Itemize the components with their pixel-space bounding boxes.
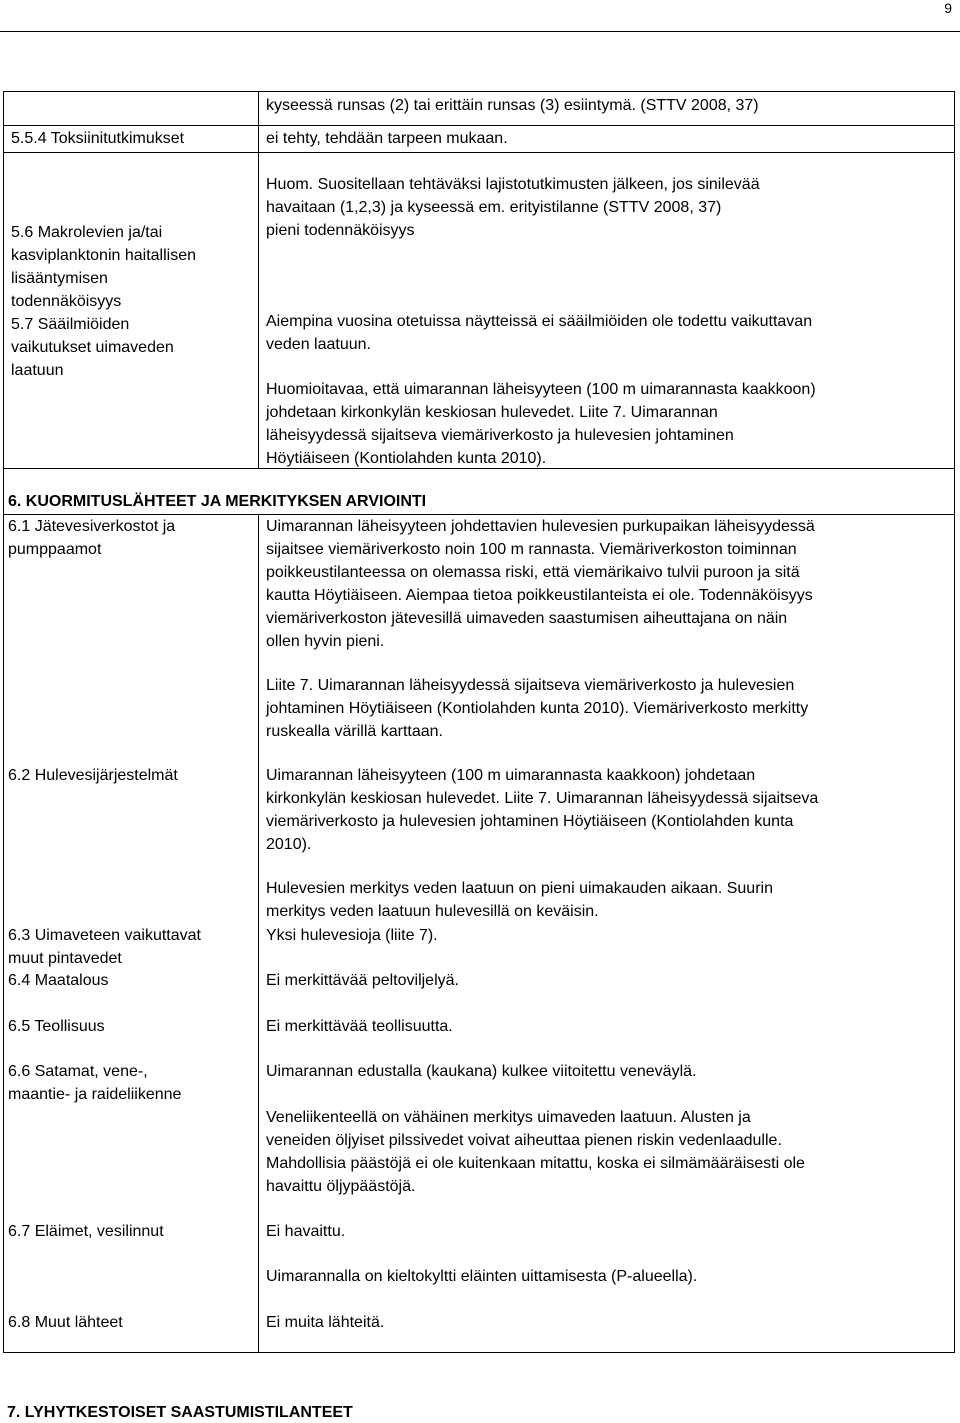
row-label: 6.4 Maatalous: [8, 972, 109, 989]
row-content: Veneliikenteellä on vähäinen merkitys uimaveden laatuun. Alusten ja veneiden öljyiset pilssivedet voivat aiheuttaa pienen riskin vedenlaadulle. Mahdollisia päästöjä ei ole kuitenkaan mitattu, koska ei silmämääräisesti ole havaittu öljypäästöjä.: [266, 1109, 805, 1195]
section-heading: 7. LYHYTKESTOISET SAASTUMISTILANTEET: [7, 1404, 353, 1421]
row-content: Uimarannan läheisyyteen johdettavien hulevesien purkupaikan läheisyydessä sijaitsee viemäriverkosto noin 100 m rannasta. Viemäriverkoston toiminnan poikkeustilanteessa on olemassa riski, että viemärikaivo tulvii puroon ja sitä kautta Höytiäiseen. Aiempaa tietoa poikkeustilanteista ei ole. Todennäköisyys viemäriverkoston jätevesillä uimaveden saastumisen aiheuttajana on näin ollen hyvin pieni.: [266, 518, 815, 650]
document-table: [3, 91, 955, 1353]
row-content: Uimarannan edustalla (kaukana) kulkee viitoitettu veneväylä.: [266, 1063, 697, 1080]
risk-text: pieni todennäköisyys: [266, 222, 415, 239]
row-content: Uimarannalla on kieltokyltti eläinten uittamisesta (P-alueella).: [266, 1268, 698, 1285]
column-divider-top: [258, 92, 259, 468]
row-content: Yksi hulevesioja (liite 7).: [266, 927, 438, 944]
row-content: Ei merkittävää teollisuutta.: [266, 1018, 453, 1035]
row-label: 6.5 Teollisuus: [8, 1018, 105, 1035]
row-content: kyseessä runsas (2) tai erittäin runsas (3) esiintymä. (STTV 2008, 37): [266, 97, 759, 114]
row-content: Liite 7. Uimarannan läheisyydessä sijaitseva viemäriverkosto ja hulevesien johtaminen Höytiäiseen (Kontiolahden kunta 2010). Viemäriverkosto merkitty ruskealla värillä karttaan.: [266, 677, 809, 740]
column-divider-bottom: [258, 514, 259, 1352]
weather-text: Aiempina vuosina otetuissa näytteissä ei sääilmiöiden ole todettu vaikuttavan veden laatuun.: [266, 313, 813, 353]
row-content: Ei havaittu.: [266, 1223, 346, 1240]
row-content: Ei merkittävää peltoviljelyä.: [266, 972, 459, 989]
row-content: ei tehty, tehdään tarpeen mukaan.: [266, 130, 508, 147]
row-label: 6.3 Uimaveteen vaikuttavat muut pintavedet: [8, 927, 201, 967]
row-label: 6.8 Muut lähteet: [8, 1314, 123, 1331]
row-label: 6.2 Hulevesijärjestelmät: [8, 767, 178, 784]
weather-text: Huomioitavaa, että uimarannan läheisyyteen (100 m uimarannasta kaakkoon) johdetaan kirkonkylän keskiosan hulevedet. Liite 7. Uimarannan läheisyydessä sijaitseva viemäriverkosto ja hulevesien johtaminen Höytiäiseen (Kontiolahden kunta 2010).: [266, 381, 816, 467]
section-heading: 6. KUORMITUSLÄHTEET JA MERKITYKSEN ARVIOINTI: [8, 493, 427, 510]
note-text: Huom. Suositellaan tehtäväksi lajistotutkimusten jälkeen, jos sinilevää havaitaan (1,2,3) ja kyseessä em. erityistilanne (STTV 2008, 37): [266, 176, 760, 216]
row-content: Ei muita lähteitä.: [266, 1314, 385, 1331]
row-label: 6.6 Satamat, vene-, maantie- ja raideliikenne: [8, 1063, 182, 1103]
row-label: 5.5.4 Toksiinitutkimukset: [11, 130, 185, 147]
row-content: Hulevesien merkitys veden laatuun on pieni uimakauden aikaan. Suurin merkitys veden laatuun hulevesillä on keväisin.: [266, 880, 773, 920]
header-rule: [0, 31, 960, 32]
row-label: 5.6 Makrolevien ja/tai kasviplanktonin haitallisen lisääntymisen todennäköisyys 5.7 Sääilmiöiden vaikutukset uimaveden laatuun: [11, 224, 196, 379]
row-divider: [4, 152, 954, 153]
row-divider: [4, 125, 954, 126]
row-label: 6.7 Eläimet, vesilinnut: [8, 1223, 164, 1240]
page-number: 9: [944, 0, 952, 16]
row-label: 6.1 Jätevesiverkostot ja pumppaamot: [8, 518, 176, 558]
row-content: Uimarannan läheisyyteen (100 m uimarannasta kaakkoon) johdetaan kirkonkylän keskiosan hulevedet. Liite 7. Uimarannan läheisyydessä sijaitseva viemäriverkosto ja hulevesien johtaminen Höytiäiseen (Kontiolahden kunta 2010).: [266, 767, 819, 853]
